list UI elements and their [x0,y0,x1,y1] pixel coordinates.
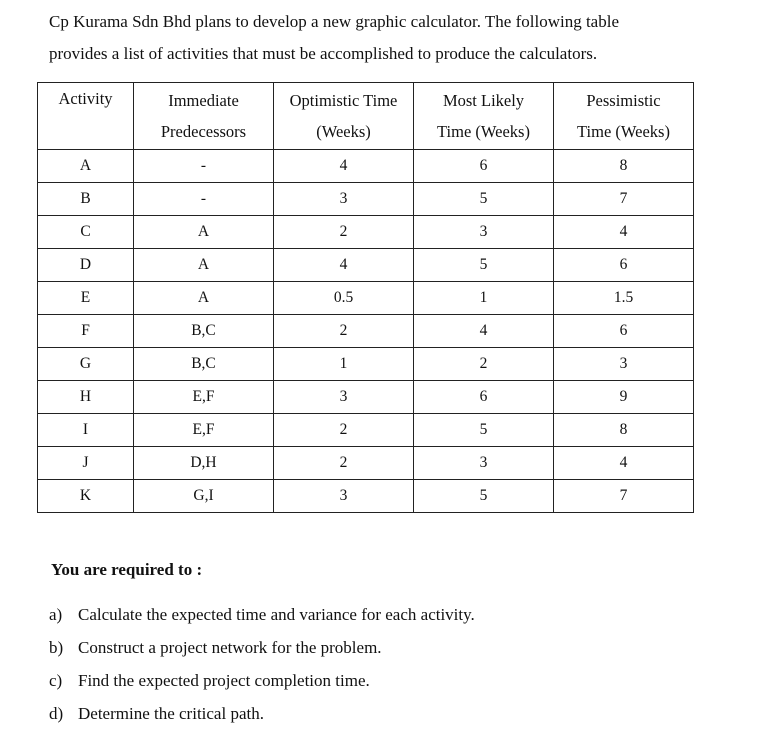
cell-optimistic-time: 4 [274,150,414,183]
cell-predecessors: A [134,249,274,282]
task-text: Determine the critical path. [78,704,264,723]
cell-predecessors: - [134,150,274,183]
table-row [38,282,694,315]
cell-most-likely-time: 4 [414,315,554,348]
table-row [38,315,694,348]
header-pessimistic-time: Pessimistic Time (Weeks) [554,83,694,150]
cell-optimistic-time: 2 [274,414,414,447]
cell-optimistic-time: 0.5 [274,282,414,315]
header-optimistic-time: Optimistic Time (Weeks) [274,83,414,150]
header-most-likely-time: Most Likely Time (Weeks) [414,83,554,150]
cell-activity: K [38,480,134,513]
intro-line-2: provides a list of activities that must be accomplished to produce the calculators. [49,44,598,63]
task-text: Construct a project network for the problem. [78,638,382,657]
intro-line-1: Cp Kurama Sdn Bhd plans to develop a new graphic calculator. The following table [49,12,619,31]
activity-table [37,82,694,513]
cell-activity: I [38,414,134,447]
task-item [49,697,475,730]
cell-pessimistic-time: 7 [554,480,694,513]
cell-optimistic-time: 2 [274,447,414,480]
cell-pessimistic-time: 8 [554,150,694,183]
table-row [38,183,694,216]
task-list [49,598,475,730]
cell-activity: C [38,216,134,249]
task-marker: d) [49,704,64,723]
cell-activity: F [38,315,134,348]
cell-optimistic-time: 2 [274,216,414,249]
cell-pessimistic-time: 6 [554,249,694,282]
cell-activity: B [38,183,134,216]
table-row [38,348,694,381]
cell-most-likely-time: 3 [414,216,554,249]
cell-predecessors: B,C [134,315,274,348]
table-row [38,480,694,513]
cell-activity: A [38,150,134,183]
cell-most-likely-time: 5 [414,249,554,282]
table-header-row [38,83,694,150]
cell-activity: D [38,249,134,282]
cell-optimistic-time: 1 [274,348,414,381]
cell-optimistic-time: 3 [274,183,414,216]
cell-most-likely-time: 2 [414,348,554,381]
table-row [38,150,694,183]
intro-paragraph [49,6,739,70]
cell-most-likely-time: 5 [414,183,554,216]
table-body [38,150,694,513]
cell-pessimistic-time: 3 [554,348,694,381]
requirements-title: You are required to : [51,560,203,579]
task-marker: a) [49,605,63,624]
cell-most-likely-time: 3 [414,447,554,480]
cell-predecessors: E,F [134,414,274,447]
cell-most-likely-time: 5 [414,414,554,447]
cell-pessimistic-time: 8 [554,414,694,447]
cell-pessimistic-time: 4 [554,216,694,249]
table-row [38,381,694,414]
cell-activity: H [38,381,134,414]
table-row [38,249,694,282]
cell-predecessors: - [134,183,274,216]
cell-predecessors: B,C [134,348,274,381]
table-row [38,216,694,249]
cell-optimistic-time: 3 [274,381,414,414]
cell-activity: G [38,348,134,381]
cell-optimistic-time: 3 [274,480,414,513]
cell-most-likely-time: 6 [414,150,554,183]
cell-predecessors: A [134,282,274,315]
cell-optimistic-time: 4 [274,249,414,282]
cell-predecessors: E,F [134,381,274,414]
cell-pessimistic-time: 6 [554,315,694,348]
cell-pessimistic-time: 7 [554,183,694,216]
task-item [49,631,475,664]
cell-activity: J [38,447,134,480]
cell-predecessors: G,I [134,480,274,513]
task-text: Calculate the expected time and variance for each activity. [78,605,475,624]
cell-pessimistic-time: 4 [554,447,694,480]
task-marker: c) [49,671,63,690]
task-text: Find the expected project completion time. [78,671,370,690]
cell-most-likely-time: 1 [414,282,554,315]
cell-activity: E [38,282,134,315]
cell-most-likely-time: 5 [414,480,554,513]
header-predecessors: Immediate Predecessors [134,83,274,150]
table-row [38,414,694,447]
cell-predecessors: A [134,216,274,249]
cell-most-likely-time: 6 [414,381,554,414]
task-item [49,664,475,697]
cell-pessimistic-time: 1.5 [554,282,694,315]
header-activity: Activity [38,83,134,150]
task-item [49,598,475,631]
cell-pessimistic-time: 9 [554,381,694,414]
cell-predecessors: D,H [134,447,274,480]
table-row [38,447,694,480]
task-marker: b) [49,638,64,657]
cell-optimistic-time: 2 [274,315,414,348]
